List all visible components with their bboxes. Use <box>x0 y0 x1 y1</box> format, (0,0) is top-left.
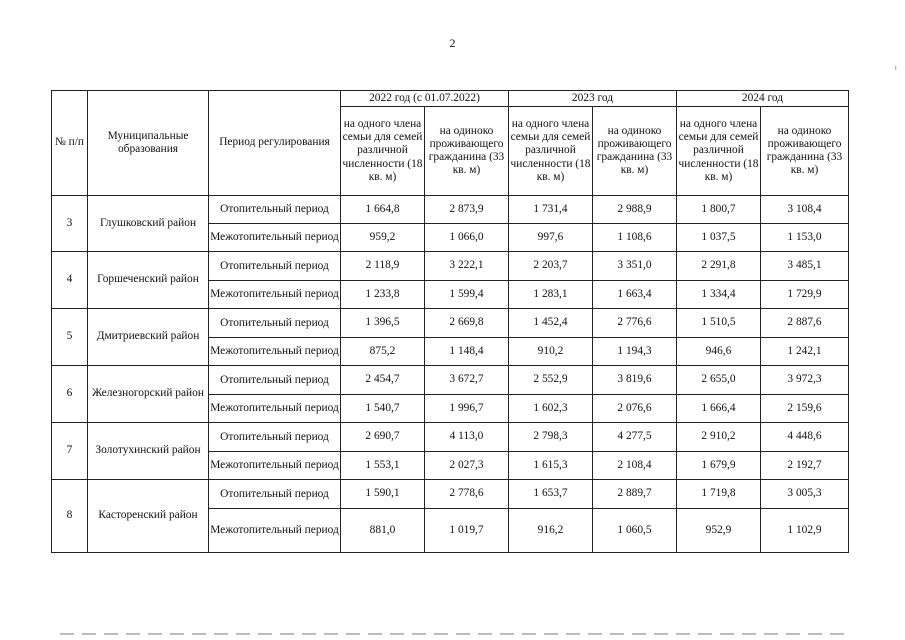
tariff-value: 1 452,4 <box>509 309 593 338</box>
tariff-value: 1 242,1 <box>761 338 849 366</box>
tariff-value: 1 800,7 <box>677 196 761 224</box>
header-single-2024: на одиноко проживающего гражданина (33 кв. м) <box>761 107 849 196</box>
tariff-value: 1 729,9 <box>761 281 849 309</box>
tariff-value: 2 669,8 <box>425 309 509 338</box>
tariff-value: 1 108,6 <box>593 224 677 252</box>
tariff-value: 1 540,7 <box>341 395 425 423</box>
municipality-name: Золотухинский район <box>88 423 209 480</box>
tariff-value: 916,2 <box>509 509 593 553</box>
tariff-value: 2 076,6 <box>593 395 677 423</box>
period-label: Отопительный период <box>209 196 341 224</box>
period-label: Отопительный период <box>209 252 341 281</box>
period-label: Межотопительный период <box>209 281 341 309</box>
tariff-value: 2 690,7 <box>341 423 425 452</box>
tariff-value: 4 277,5 <box>593 423 677 452</box>
tariff-value: 1 194,3 <box>593 338 677 366</box>
tariff-value: 1 590,1 <box>341 480 425 509</box>
tariff-value: 1 664,8 <box>341 196 425 224</box>
row-number: 3 <box>52 196 88 252</box>
tariff-value: 1 019,7 <box>425 509 509 553</box>
tariff-value: 2 552,9 <box>509 366 593 395</box>
header-year-2023: 2023 год <box>509 91 677 107</box>
period-label: Отопительный период <box>209 423 341 452</box>
tariff-value: 3 485,1 <box>761 252 849 281</box>
scan-bottom-edge <box>60 633 850 635</box>
table-row <box>52 252 849 281</box>
tariff-value: 1 233,8 <box>341 281 425 309</box>
tariff-value: 2 887,6 <box>761 309 849 338</box>
tariff-value: 1 396,5 <box>341 309 425 338</box>
row-number: 7 <box>52 423 88 480</box>
tariff-value: 910,2 <box>509 338 593 366</box>
municipality-name: Железногорский район <box>88 366 209 423</box>
tariff-value: 2 776,6 <box>593 309 677 338</box>
period-label: Отопительный период <box>209 309 341 338</box>
tariff-value: 1 653,7 <box>509 480 593 509</box>
table-row <box>52 309 849 338</box>
tariff-value: 959,2 <box>341 224 425 252</box>
period-label: Межотопительный период <box>209 338 341 366</box>
period-label: Межотопительный период <box>209 452 341 480</box>
header-single-2022: на одиноко проживающего гражданина (33 кв. м) <box>425 107 509 196</box>
tariff-value: 1 553,1 <box>341 452 425 480</box>
municipality-name: Горшеченский район <box>88 252 209 309</box>
tariff-value: 1 996,7 <box>425 395 509 423</box>
tariff-value: 1 602,3 <box>509 395 593 423</box>
period-label: Межотопительный период <box>209 395 341 423</box>
tariff-value: 946,6 <box>677 338 761 366</box>
header-municipality: Муниципальные образования <box>88 91 209 196</box>
tariff-value: 2 027,3 <box>425 452 509 480</box>
row-number: 5 <box>52 309 88 366</box>
tariff-value: 3 005,3 <box>761 480 849 509</box>
header-family-2023: на одного члена семьи для семей различной численности (18 кв. м) <box>509 107 593 196</box>
period-label: Отопительный период <box>209 480 341 509</box>
tariff-value: 4 448,6 <box>761 423 849 452</box>
table-body <box>52 196 849 553</box>
period-label: Межотопительный период <box>209 509 341 553</box>
tariff-value: 2 889,7 <box>593 480 677 509</box>
tariff-value: 1 148,4 <box>425 338 509 366</box>
tariff-value: 2 778,6 <box>425 480 509 509</box>
tariff-value: 3 972,3 <box>761 366 849 395</box>
tariff-value: 1 153,0 <box>761 224 849 252</box>
row-number: 4 <box>52 252 88 309</box>
page-number: 2 <box>449 36 456 50</box>
tariff-value: 2 873,9 <box>425 196 509 224</box>
row-number: 8 <box>52 480 88 553</box>
period-label: Отопительный период <box>209 366 341 395</box>
header-period: Период регулирования <box>209 91 341 196</box>
tariff-value: 1 719,8 <box>677 480 761 509</box>
tariff-value: 2 910,2 <box>677 423 761 452</box>
scan-artifact-mark: ı <box>894 62 897 72</box>
tariff-value: 952,9 <box>677 509 761 553</box>
row-number: 6 <box>52 366 88 423</box>
header-family-2022: на одного члена семьи для семей различной численности (18 кв. м) <box>341 107 425 196</box>
tariff-value: 3 819,6 <box>593 366 677 395</box>
table-row <box>52 196 849 224</box>
tariff-value: 1 037,5 <box>677 224 761 252</box>
tariff-value: 1 599,4 <box>425 281 509 309</box>
tariff-value: 2 988,9 <box>593 196 677 224</box>
tariff-value: 1 663,4 <box>593 281 677 309</box>
tariff-value: 1 679,9 <box>677 452 761 480</box>
tariff-value: 2 203,7 <box>509 252 593 281</box>
header-year-2022: 2022 год (с 01.07.2022) <box>341 91 509 107</box>
table-row <box>52 366 849 395</box>
tariff-value: 875,2 <box>341 338 425 366</box>
tariff-value: 1 334,4 <box>677 281 761 309</box>
tariff-value: 997,6 <box>509 224 593 252</box>
header-family-2024: на одного члена семьи для семей различной численности (18 кв. м) <box>677 107 761 196</box>
tariff-value: 1 731,4 <box>509 196 593 224</box>
table-row <box>52 423 849 452</box>
tariff-value: 2 192,7 <box>761 452 849 480</box>
tariff-value: 881,0 <box>341 509 425 553</box>
tariff-value: 1 283,1 <box>509 281 593 309</box>
tariff-value: 3 222,1 <box>425 252 509 281</box>
table-row <box>52 480 849 509</box>
tariff-value: 3 672,7 <box>425 366 509 395</box>
tariff-value: 1 615,3 <box>509 452 593 480</box>
tariff-value: 3 351,0 <box>593 252 677 281</box>
tariff-value: 2 108,4 <box>593 452 677 480</box>
tariff-value: 1 102,9 <box>761 509 849 553</box>
municipality-name: Глушковский район <box>88 196 209 252</box>
tariff-value: 2 655,0 <box>677 366 761 395</box>
header-single-2023: на одиноко проживающего гражданина (33 кв. м) <box>593 107 677 196</box>
tariff-value: 2 798,3 <box>509 423 593 452</box>
header-num: № п/п <box>52 91 88 196</box>
header-year-2024: 2024 год <box>677 91 849 107</box>
tariff-value: 1 510,5 <box>677 309 761 338</box>
period-label: Межотопительный период <box>209 224 341 252</box>
tariff-value: 1 060,5 <box>593 509 677 553</box>
tariff-value: 3 108,4 <box>761 196 849 224</box>
table-header <box>52 91 849 196</box>
tariff-table <box>51 90 849 553</box>
tariff-value: 1 666,4 <box>677 395 761 423</box>
tariff-value: 1 066,0 <box>425 224 509 252</box>
tariff-value: 4 113,0 <box>425 423 509 452</box>
tariff-value: 2 118,9 <box>341 252 425 281</box>
tariff-value: 2 159,6 <box>761 395 849 423</box>
tariff-value: 2 291,8 <box>677 252 761 281</box>
tariff-value: 2 454,7 <box>341 366 425 395</box>
municipality-name: Касторенский район <box>88 480 209 553</box>
municipality-name: Дмитриевский район <box>88 309 209 366</box>
